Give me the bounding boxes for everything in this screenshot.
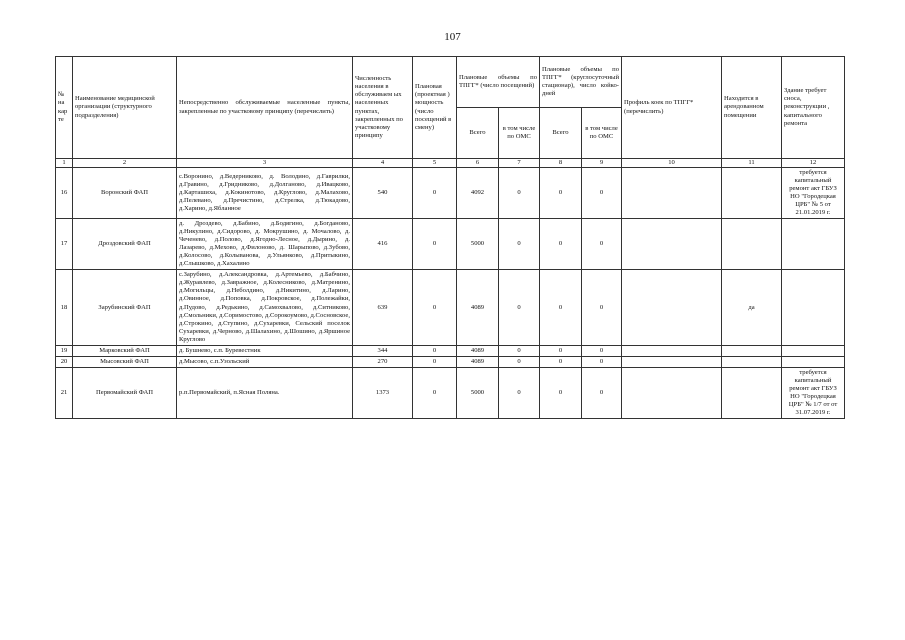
header-capacity: Плановая (проектная ) мощность (число посещений в смену)	[413, 57, 457, 159]
beds-total-value: 0	[540, 367, 582, 418]
repair-note	[782, 219, 845, 270]
capacity-value: 0	[413, 345, 457, 356]
population-value: 416	[353, 219, 413, 270]
organization-name: Первомайский ФАП	[73, 367, 177, 418]
column-number: 10	[622, 159, 722, 168]
header-planned-visits: Плановые объемы по ТПГГ* (число посещений)	[457, 57, 540, 108]
bed-profile-value	[622, 367, 722, 418]
header-organization: Наименование медицинской организации (структурного подразделения)	[73, 57, 177, 159]
column-number: 5	[413, 159, 457, 168]
row-number: 20	[56, 356, 73, 367]
column-number: 6	[457, 159, 499, 168]
beds-total-value: 0	[540, 270, 582, 345]
repair-note	[782, 270, 845, 345]
row-number: 19	[56, 345, 73, 356]
page-number: 107	[444, 31, 461, 43]
organization-name: Мысовский ФАП	[73, 356, 177, 367]
column-number: 1	[56, 159, 73, 168]
visits-oms-value: 0	[499, 219, 540, 270]
row-number: 16	[56, 168, 73, 219]
rented-value	[722, 356, 782, 367]
column-number: 12	[782, 159, 845, 168]
organization-name: Воронский ФАП	[73, 168, 177, 219]
visits-total-value: 4089	[457, 270, 499, 345]
capacity-value: 0	[413, 367, 457, 418]
header-population: Численность населения в обслуживаем ых населенных пунктах, закрепленных по участковому принципу	[353, 57, 413, 159]
header-row	[56, 57, 845, 108]
repair-note	[782, 356, 845, 367]
beds-oms-value: 0	[582, 356, 622, 367]
header-planned-beds: Плановые объемы по ТПГГ* (круглосуточный стационар), число койко-дней	[540, 57, 622, 108]
rented-value	[722, 219, 782, 270]
population-value: 540	[353, 168, 413, 219]
column-number: 4	[353, 159, 413, 168]
column-number: 11	[722, 159, 782, 168]
rented-value	[722, 367, 782, 418]
visits-total-value: 4092	[457, 168, 499, 219]
population-value: 270	[353, 356, 413, 367]
table-row	[56, 356, 845, 367]
capacity-value: 0	[413, 168, 457, 219]
header-localities: Непосредственно обслуживаемые населенные пункты, закрепленные по участковому принципу (перечислить)	[177, 57, 353, 159]
column-number: 3	[177, 159, 353, 168]
bed-profile-value	[622, 345, 722, 356]
bed-profile-value	[622, 270, 722, 345]
localities-list: р.п.Первомайский, п.Ясная Поляна.	[177, 367, 353, 418]
column-number: 9	[582, 159, 622, 168]
table-row	[56, 345, 845, 356]
header-rented: Находится в арендованном помещении	[722, 57, 782, 159]
column-number: 7	[499, 159, 540, 168]
beds-total-value: 0	[540, 345, 582, 356]
capacity-value: 0	[413, 356, 457, 367]
header-beds-oms: в том числе по ОМС	[582, 108, 622, 159]
rented-value	[722, 168, 782, 219]
table-row	[56, 168, 845, 219]
row-number: 17	[56, 219, 73, 270]
localities-list: с.Воронино, д.Ведерниково, д. Володино, д.Гаврилки, д.Гравино, д.Гридниково, д.Долганово, д.Ивацково, д.Карташиха, д.Кокинотово, д.Круглово, д.Малахово, д.Пелевано, д.Пречистино, д.Стрелка, д.Тюкадово, д.Харино, д.Ябланное	[177, 168, 353, 219]
beds-total-value: 0	[540, 219, 582, 270]
capacity-value: 0	[413, 219, 457, 270]
header-visits-oms: в том числе по ОМС	[499, 108, 540, 159]
visits-oms-value: 0	[499, 367, 540, 418]
bed-profile-value	[622, 356, 722, 367]
bed-profile-value	[622, 219, 722, 270]
table-row	[56, 270, 845, 345]
beds-total-value: 0	[540, 356, 582, 367]
localities-list: д.Мысово, с.п.Узольский	[177, 356, 353, 367]
table-row	[56, 219, 845, 270]
repair-note: требуется капитальный ремонт акт ГБУЗ НО "Городецкая ЦРБ" № 1/7 от от 31.07.2019 г.	[782, 367, 845, 418]
population-value: 1373	[353, 367, 413, 418]
visits-total-value: 5000	[457, 367, 499, 418]
header-bed-profile: Профиль коек по ТПГГ* (перечислить)	[622, 57, 722, 159]
repair-note: требуется капитальный ремонт акт ГБУЗ НО "Городецкая ЦРБ" № 5 от 21.01.2019 г.	[782, 168, 845, 219]
visits-oms-value: 0	[499, 270, 540, 345]
population-value: 639	[353, 270, 413, 345]
table-row	[56, 367, 845, 418]
header-repair: Здание требует сноса, реконструкции , капитального ремонта	[782, 57, 845, 159]
beds-oms-value: 0	[582, 219, 622, 270]
organization-name: Зарубинский ФАП	[73, 270, 177, 345]
localities-list: д. Бушнево, с.п. Буревестник	[177, 345, 353, 356]
beds-oms-value: 0	[582, 168, 622, 219]
beds-oms-value: 0	[582, 367, 622, 418]
visits-oms-value: 0	[499, 345, 540, 356]
visits-oms-value: 0	[499, 356, 540, 367]
column-number: 2	[73, 159, 177, 168]
localities-list: д. Дроздево, д.Бабино, д.Бодягино, д.Богданово, д.Никулино, д.Сидорово, д. Мокрушино, д. Мочалово, д. Чеченево, д.Полово, д.Ягодно-Лесное, д.Дырино, д. Лазарево, д.Мехово, д.Филоново, д. Шарыпово, д.Зубово, д.Колосово, д.Колыванова, д.Ульянково, д.Притыкино, д.Слышково, д.Хахалино	[177, 219, 353, 270]
visits-oms-value: 0	[499, 168, 540, 219]
header-visits-total: Всего	[457, 108, 499, 159]
beds-total-value: 0	[540, 168, 582, 219]
visits-total-value: 4089	[457, 345, 499, 356]
header-number: № на кар те	[56, 57, 73, 159]
population-value: 344	[353, 345, 413, 356]
organization-name: Дроздовский ФАП	[73, 219, 177, 270]
capacity-value: 0	[413, 270, 457, 345]
rented-value	[722, 345, 782, 356]
header-beds-total: Всего	[540, 108, 582, 159]
column-number-row	[56, 159, 845, 168]
visits-total-value: 5000	[457, 219, 499, 270]
beds-oms-value: 0	[582, 270, 622, 345]
localities-list: с.Зарубино, д.Александровка, д.Артемьево, д.Бабчино, д.Журавлево, д.Завражное, д.Колесниково, д.Матренино, д.Могильцы, д.Неболдино, д.Никитино, д.Ларино, д.Овинное, д.Поповка, д.Покровское, д.Полежайки, д.Пудово, д.Редькино, д.Самохвалово, д.Ситниково, д.Смольники, д.Соримостово, д.Сорокоумово, д.Сосновское, д.Строкино, д.Ступино, д.Сухаревки, Сельский поселок Сухаревки, д.Черново, д.Шалахино, д.Шошино, д.Яршиное Круглово	[177, 270, 353, 345]
repair-note	[782, 345, 845, 356]
row-number: 21	[56, 367, 73, 418]
rented-value: да	[722, 270, 782, 345]
organization-name: Марковский ФАП	[73, 345, 177, 356]
row-number: 18	[56, 270, 73, 345]
visits-total-value: 4089	[457, 356, 499, 367]
bed-profile-value	[622, 168, 722, 219]
facilities-table	[55, 56, 845, 419]
beds-oms-value: 0	[582, 345, 622, 356]
column-number: 8	[540, 159, 582, 168]
